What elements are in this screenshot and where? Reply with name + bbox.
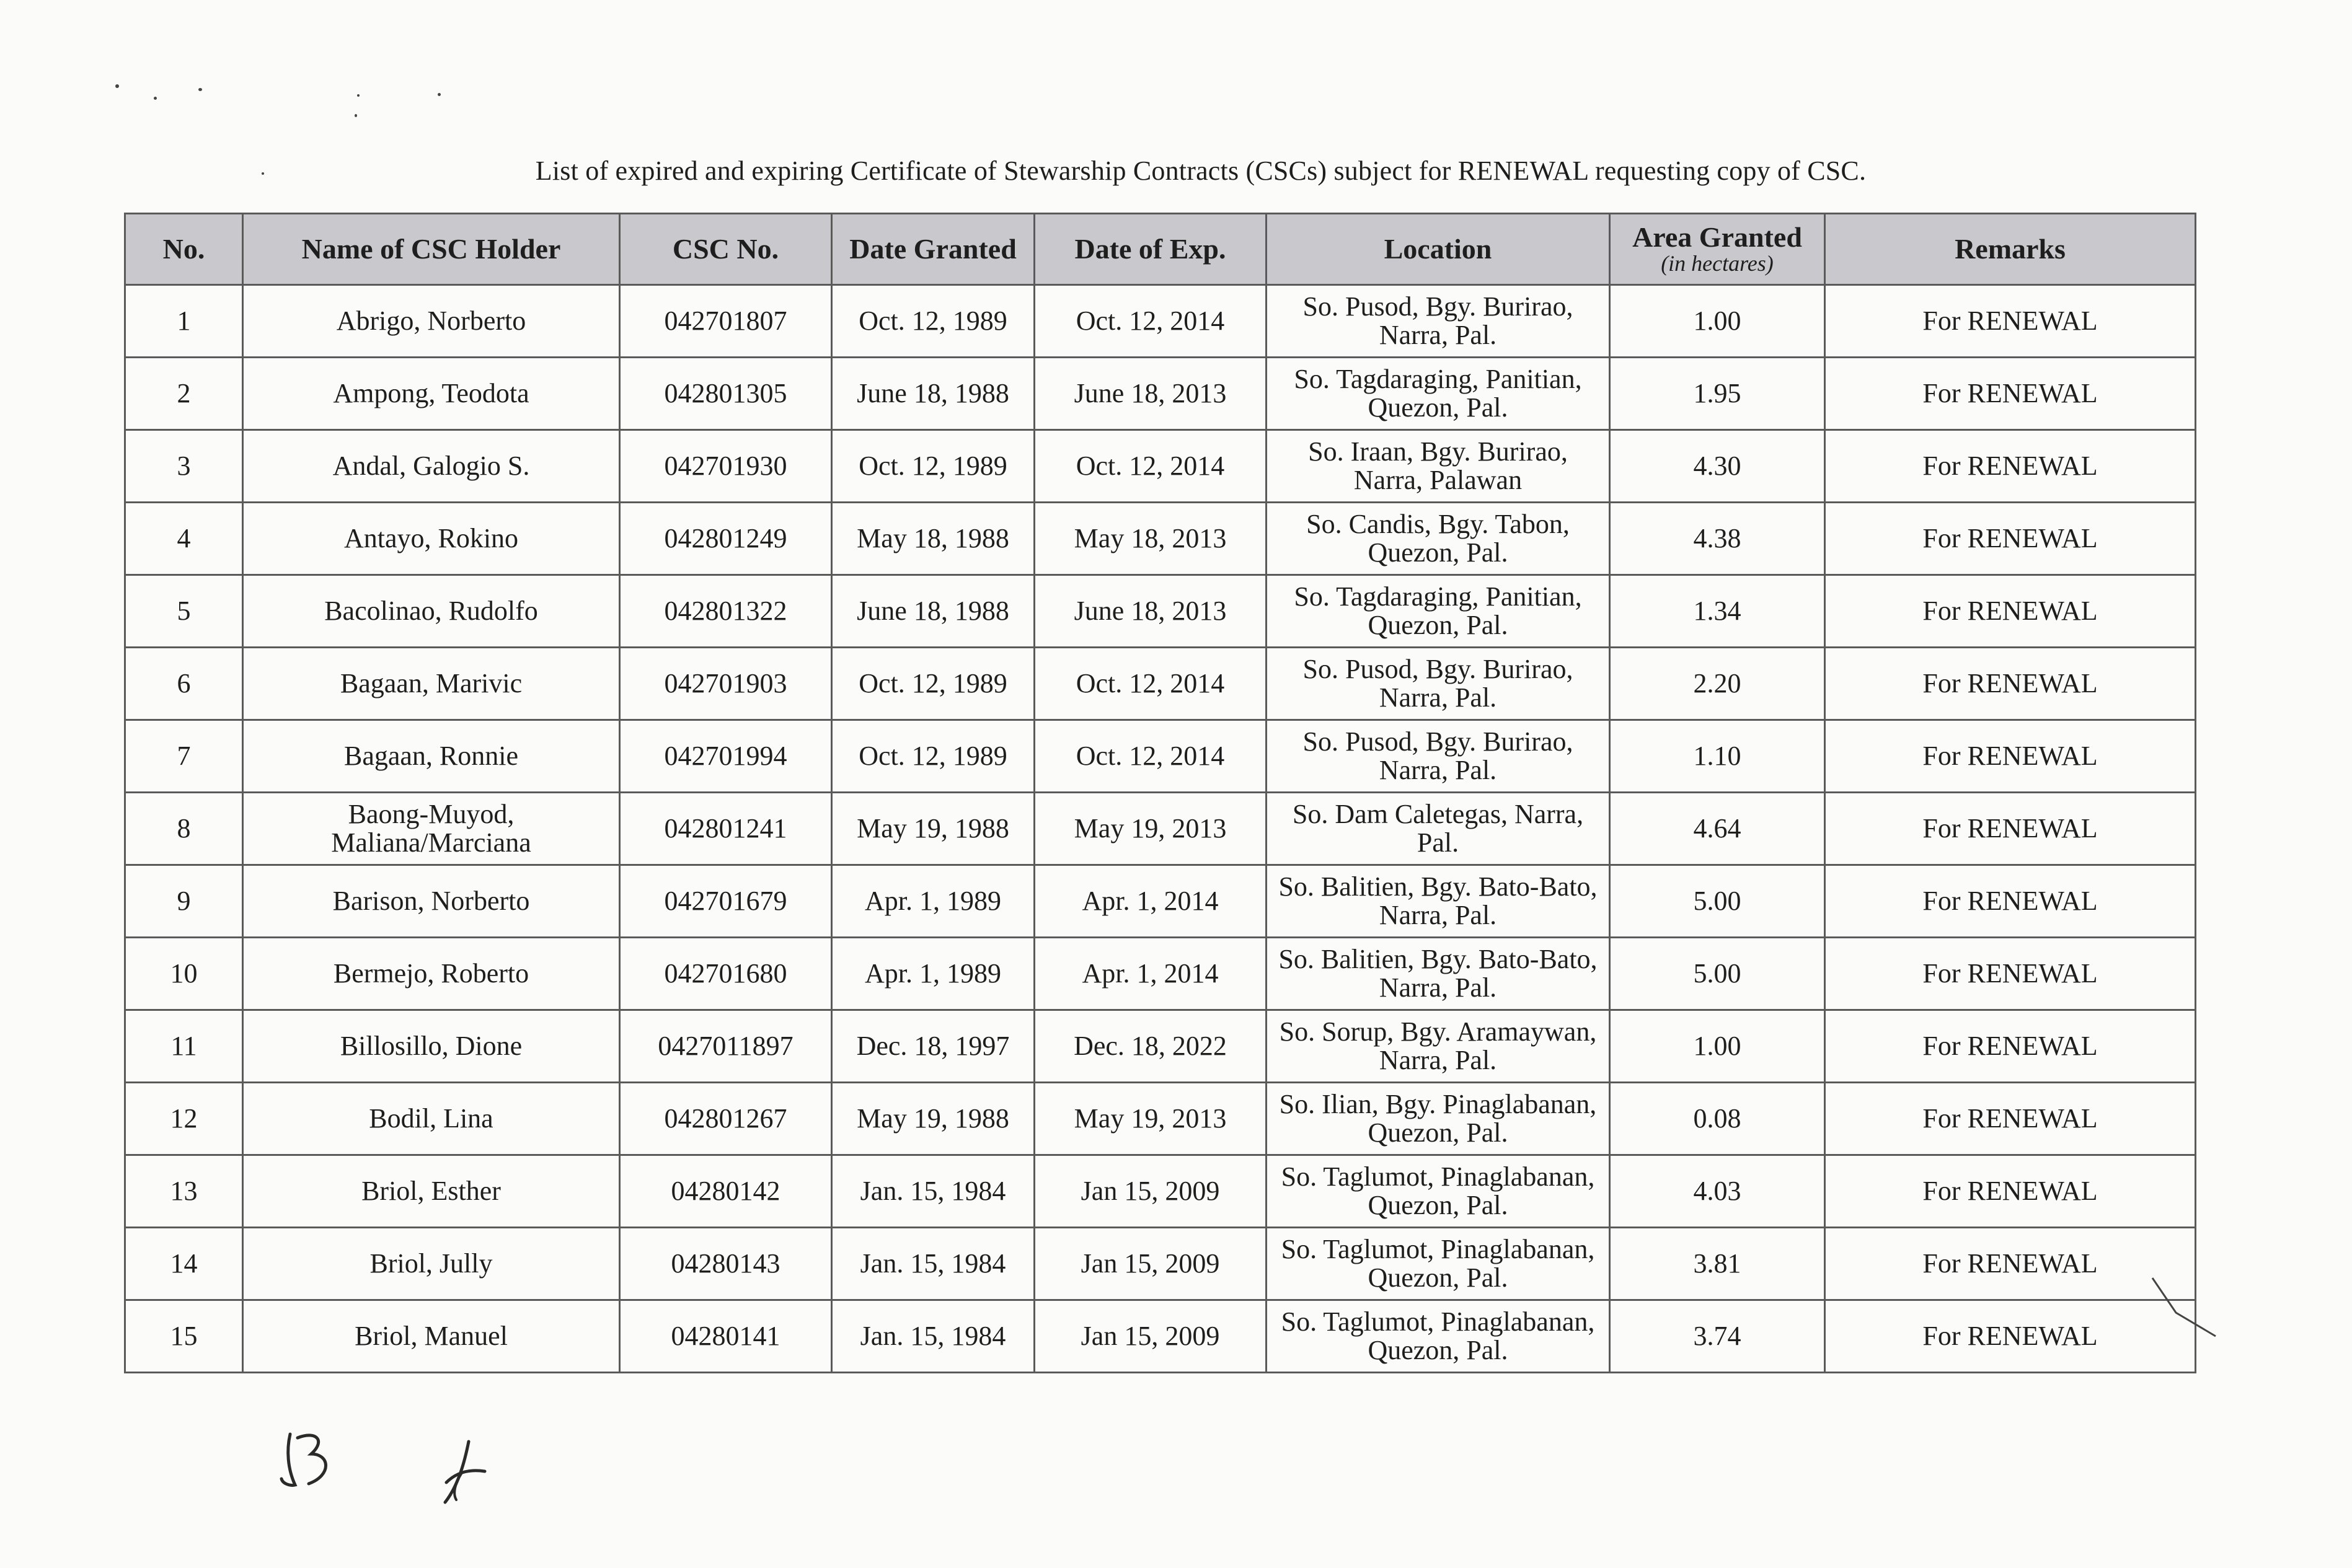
cell-csc-no: 042701994 — [620, 720, 832, 793]
cell-name: Andal, Galogio S. — [243, 430, 620, 503]
location-line-2: Pal. — [1417, 827, 1459, 858]
cell-no: 1 — [125, 285, 243, 358]
cell-no: 13 — [125, 1155, 243, 1228]
cell-location — [1267, 1155, 1610, 1228]
scan-speck — [154, 97, 157, 100]
cell-csc-no: 042801241 — [620, 793, 832, 865]
location-line-1: So. Taglumot, Pinaglabanan, — [1281, 1233, 1595, 1264]
location-line-2: Narra, Pal. — [1379, 1045, 1497, 1075]
cell-csc-no: 042801249 — [620, 503, 832, 575]
location-line-1: So. Balitien, Bgy. Bato-Bato, — [1278, 943, 1598, 974]
cell-no: 3 — [125, 430, 243, 503]
cell-date-granted: June 18, 1988 — [832, 358, 1035, 430]
cell-location — [1267, 358, 1610, 430]
cell-date-granted: Jan. 15, 1984 — [832, 1300, 1035, 1373]
cell-csc-no: 04280142 — [620, 1155, 832, 1228]
cell-name: Baong-Muyod, Maliana/Marciana — [243, 793, 620, 865]
location-line-2: Quezon, Pal. — [1368, 1335, 1508, 1365]
cell-remarks: For RENEWAL — [1825, 285, 2196, 358]
cell-csc-no: 042801322 — [620, 575, 832, 648]
cell-location — [1267, 938, 1610, 1010]
cell-location — [1267, 285, 1610, 358]
cell-area: 3.74 — [1610, 1300, 1825, 1373]
cell-no: 14 — [125, 1228, 243, 1300]
cell-date-exp: Apr. 1, 2014 — [1035, 938, 1267, 1010]
location-line-1: So. Iraan, Bgy. Burirao, — [1308, 436, 1568, 467]
document-caption — [0, 155, 2352, 187]
cell-no: 6 — [125, 648, 243, 720]
location-line-1: So. Tagdaraging, Panitian, — [1294, 363, 1582, 394]
cell-no: 8 — [125, 793, 243, 865]
cell-location — [1267, 430, 1610, 503]
cell-date-granted: Jan. 15, 1984 — [832, 1155, 1035, 1228]
cell-name: Bacolinao, Rudolfo — [243, 575, 620, 648]
cell-date-granted: Oct. 12, 1989 — [832, 720, 1035, 793]
cell-remarks: For RENEWAL — [1825, 938, 2196, 1010]
cell-remarks: For RENEWAL — [1825, 1155, 2196, 1228]
header-csc-no: CSC No. — [620, 214, 832, 285]
cell-no: 11 — [125, 1010, 243, 1083]
cell-csc-no: 0427011897 — [620, 1010, 832, 1083]
cell-remarks: For RENEWAL — [1825, 358, 2196, 430]
cell-no: 2 — [125, 358, 243, 430]
cell-name: Barison, Norberto — [243, 865, 620, 938]
cell-date-exp: Jan 15, 2009 — [1035, 1300, 1267, 1373]
location-line-1: So. Ilian, Bgy. Pinaglabanan, — [1279, 1088, 1597, 1119]
table-row — [125, 575, 2196, 648]
csc-renewal-table — [124, 213, 2196, 1373]
cell-csc-no: 042701679 — [620, 865, 832, 938]
cell-date-granted: May 19, 1988 — [832, 793, 1035, 865]
location-line-2: Narra, Palawan — [1353, 465, 1523, 495]
cell-area: 5.00 — [1610, 865, 1825, 938]
table-row — [125, 1010, 2196, 1083]
table-header — [125, 214, 2196, 285]
cell-csc-no: 042701680 — [620, 938, 832, 1010]
cell-date-granted: Oct. 12, 1989 — [832, 285, 1035, 358]
cell-area: 3.81 — [1610, 1228, 1825, 1300]
cell-date-granted: Oct. 12, 1989 — [832, 430, 1035, 503]
table-row — [125, 1228, 2196, 1300]
header-date-exp: Date of Exp. — [1035, 214, 1267, 285]
cell-date-exp: Dec. 18, 2022 — [1035, 1010, 1267, 1083]
cell-date-exp: Jan 15, 2009 — [1035, 1228, 1267, 1300]
pen-stroke-mark — [2151, 1277, 2219, 1339]
cell-area: 1.10 — [1610, 720, 1825, 793]
cell-area: 4.30 — [1610, 430, 1825, 503]
cell-name: Bagaan, Ronnie — [243, 720, 620, 793]
scan-speck — [115, 84, 119, 88]
cell-date-exp: Oct. 12, 2014 — [1035, 430, 1267, 503]
header-area — [1610, 214, 1825, 285]
cell-area: 5.00 — [1610, 938, 1825, 1010]
cell-name: Briol, Manuel — [243, 1300, 620, 1373]
header-name: Name of CSC Holder — [243, 214, 620, 285]
location-line-2: Quezon, Pal. — [1368, 1262, 1508, 1293]
cell-location — [1267, 575, 1610, 648]
table-row — [125, 1155, 2196, 1228]
location-line-2: Quezon, Pal. — [1368, 392, 1508, 423]
cell-location — [1267, 720, 1610, 793]
cell-csc-no: 04280141 — [620, 1300, 832, 1373]
cell-area: 0.08 — [1610, 1083, 1825, 1155]
cell-date-exp: May 18, 2013 — [1035, 503, 1267, 575]
cell-location — [1267, 503, 1610, 575]
cell-area: 1.95 — [1610, 358, 1825, 430]
cell-location — [1267, 1010, 1610, 1083]
location-line-2: Narra, Pal. — [1379, 900, 1497, 930]
cell-date-exp: May 19, 2013 — [1035, 793, 1267, 865]
location-line-1: So. Balitien, Bgy. Bato-Bato, — [1278, 871, 1598, 902]
cell-remarks: For RENEWAL — [1825, 648, 2196, 720]
cell-remarks: For RENEWAL — [1825, 1083, 2196, 1155]
location-line-1: So. Pusod, Bgy. Burirao, — [1302, 653, 1573, 684]
location-line-2: Narra, Pal. — [1379, 755, 1497, 785]
cell-no: 10 — [125, 938, 243, 1010]
cell-name: Briol, Esther — [243, 1155, 620, 1228]
cell-no: 5 — [125, 575, 243, 648]
cell-date-exp: May 19, 2013 — [1035, 1083, 1267, 1155]
table-row — [125, 938, 2196, 1010]
cell-no: 15 — [125, 1300, 243, 1373]
table-row — [125, 358, 2196, 430]
location-line-1: So. Taglumot, Pinaglabanan, — [1281, 1306, 1595, 1337]
cell-date-granted: Apr. 1, 1989 — [832, 938, 1035, 1010]
cell-name: Bagaan, Marivic — [243, 648, 620, 720]
table-row — [125, 865, 2196, 938]
cell-name: Bodil, Lina — [243, 1083, 620, 1155]
scan-speck — [357, 94, 360, 97]
cell-date-granted: May 18, 1988 — [832, 503, 1035, 575]
cell-location — [1267, 1083, 1610, 1155]
caption-text: List of expired and expiring Certificate of Stewarship Contracts (CSCs) subject for RENEWAL requesting copy of CSC. — [535, 156, 1867, 186]
location-line-2: Narra, Pal. — [1379, 972, 1497, 1003]
cell-area: 4.03 — [1610, 1155, 1825, 1228]
cell-area: 2.20 — [1610, 648, 1825, 720]
cell-area: 1.00 — [1610, 285, 1825, 358]
location-line-2: Quezon, Pal. — [1368, 1117, 1508, 1148]
cell-location — [1267, 1228, 1610, 1300]
cell-csc-no: 042801305 — [620, 358, 832, 430]
cell-name: Billosillo, Dione — [243, 1010, 620, 1083]
cell-name: Bermejo, Roberto — [243, 938, 620, 1010]
location-line-1: So. Candis, Bgy. Tabon, — [1306, 508, 1570, 539]
cell-area: 1.00 — [1610, 1010, 1825, 1083]
cell-remarks: For RENEWAL — [1825, 793, 2196, 865]
location-line-1: So. Tagdaraging, Panitian, — [1294, 581, 1582, 612]
cell-location — [1267, 1300, 1610, 1373]
cell-area: 1.34 — [1610, 575, 1825, 648]
cell-location — [1267, 793, 1610, 865]
cell-area: 4.64 — [1610, 793, 1825, 865]
cell-csc-no: 042801267 — [620, 1083, 832, 1155]
location-line-1: So. Pusod, Bgy. Burirao, — [1302, 291, 1573, 322]
cell-date-exp: June 18, 2013 — [1035, 358, 1267, 430]
cell-date-exp: Apr. 1, 2014 — [1035, 865, 1267, 938]
header-area-label: Area Granted — [1632, 221, 1802, 253]
location-line-2: Narra, Pal. — [1379, 320, 1497, 350]
header-date-granted: Date Granted — [832, 214, 1035, 285]
cell-date-granted: Dec. 18, 1997 — [832, 1010, 1035, 1083]
location-line-1: So. Pusod, Bgy. Burirao, — [1302, 726, 1573, 757]
cell-remarks: For RENEWAL — [1825, 1300, 2196, 1373]
cell-date-exp: Oct. 12, 2014 — [1035, 648, 1267, 720]
table-row — [125, 430, 2196, 503]
location-line-1: So. Dam Caletegas, Narra, — [1292, 798, 1584, 829]
cell-remarks: For RENEWAL — [1825, 1228, 2196, 1300]
cell-location — [1267, 648, 1610, 720]
cell-remarks: For RENEWAL — [1825, 575, 2196, 648]
location-line-2: Narra, Pal. — [1379, 682, 1497, 713]
cell-date-exp: Oct. 12, 2014 — [1035, 720, 1267, 793]
header-no: No. — [125, 214, 243, 285]
location-line-2: Quezon, Pal. — [1368, 537, 1508, 568]
cell-csc-no: 042701903 — [620, 648, 832, 720]
table-row — [125, 720, 2196, 793]
location-line-1: So. Taglumot, Pinaglabanan, — [1281, 1161, 1595, 1192]
scan-speck — [355, 114, 357, 117]
cell-no: 12 — [125, 1083, 243, 1155]
cell-name: Ampong, Teodota — [243, 358, 620, 430]
table-row — [125, 648, 2196, 720]
cell-date-granted: May 19, 1988 — [832, 1083, 1035, 1155]
header-area-unit: (in hectares) — [1661, 251, 1774, 276]
location-line-1: So. Sorup, Bgy. Aramaywan, — [1279, 1016, 1597, 1047]
cell-csc-no: 042701930 — [620, 430, 832, 503]
scan-speck — [198, 88, 202, 91]
table-row — [125, 285, 2196, 358]
cell-remarks: For RENEWAL — [1825, 503, 2196, 575]
cell-no: 4 — [125, 503, 243, 575]
cell-date-granted: Jan. 15, 1984 — [832, 1228, 1035, 1300]
cell-location — [1267, 865, 1610, 938]
cell-date-exp: Oct. 12, 2014 — [1035, 285, 1267, 358]
cell-no: 7 — [125, 720, 243, 793]
handwritten-initial-j — [431, 1435, 500, 1510]
scan-speck — [438, 93, 441, 96]
cell-date-exp: Jan 15, 2009 — [1035, 1155, 1267, 1228]
cell-date-granted: June 18, 1988 — [832, 575, 1035, 648]
handwritten-initial-b — [273, 1425, 341, 1494]
table-body — [125, 285, 2196, 1373]
cell-remarks: For RENEWAL — [1825, 1010, 2196, 1083]
cell-date-granted: Apr. 1, 1989 — [832, 865, 1035, 938]
header-remarks: Remarks — [1825, 214, 2196, 285]
cell-remarks: For RENEWAL — [1825, 720, 2196, 793]
cell-remarks: For RENEWAL — [1825, 865, 2196, 938]
table-row — [125, 1083, 2196, 1155]
cell-no: 9 — [125, 865, 243, 938]
cell-date-granted: Oct. 12, 1989 — [832, 648, 1035, 720]
cell-csc-no: 042701807 — [620, 285, 832, 358]
cell-date-exp: June 18, 2013 — [1035, 575, 1267, 648]
location-line-2: Quezon, Pal. — [1368, 610, 1508, 640]
table-row — [125, 793, 2196, 865]
cell-name: Briol, Jully — [243, 1228, 620, 1300]
cell-name: Antayo, Rokino — [243, 503, 620, 575]
cell-remarks: For RENEWAL — [1825, 430, 2196, 503]
cell-name: Abrigo, Norberto — [243, 285, 620, 358]
cell-area: 4.38 — [1610, 503, 1825, 575]
location-line-2: Quezon, Pal. — [1368, 1190, 1508, 1220]
header-location: Location — [1267, 214, 1610, 285]
cell-csc-no: 04280143 — [620, 1228, 832, 1300]
table-row — [125, 503, 2196, 575]
header-row — [125, 214, 2196, 285]
table-row — [125, 1300, 2196, 1373]
